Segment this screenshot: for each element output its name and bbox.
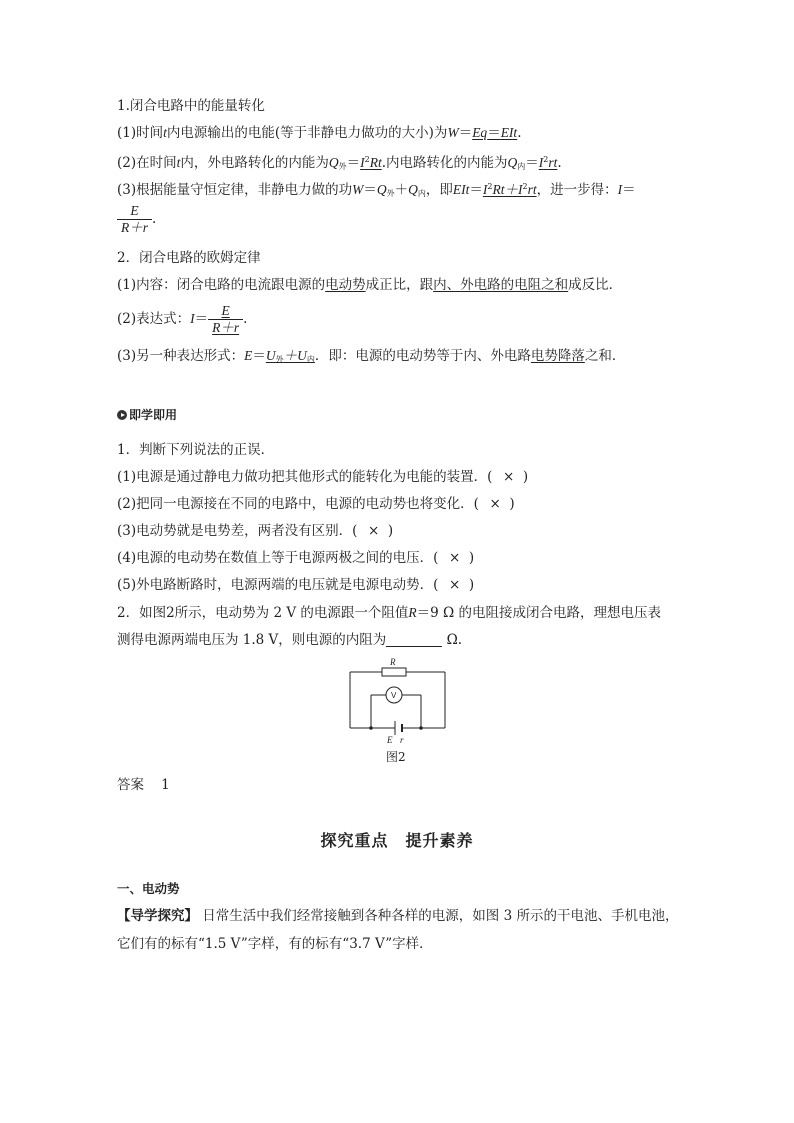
section1-title: 1.闭合电路中的能量转化 [117,98,265,114]
section2-line2: (2)表达式：I＝ $\frac{E}{R+r}$ . [117,303,248,335]
judge-item: (5)外电路断路时，电源两端的电压就是电源电动势．( × ) [117,577,475,593]
section1-line3: (3)根据能量守恒定律，非静电力做的功$W=Q_外+Q_内$，即$EIt=I^2Rt+I^2rt$，进一步得：I＝ [117,182,636,198]
label-R: R [390,657,396,667]
judge-item: (3)电动势就是电势差，两者没有区别．( × ) [117,523,394,539]
section1-line1: (1)时间t内电源输出的电能(等于非静电力做功的大小)为W＝Eq＝EIt. [117,125,522,141]
question2-line2: 测得电源两端电压为 1.8 V，则电源的内阻为 Ω. [117,632,463,648]
figure-caption: 图2 [386,750,406,764]
label-r: r [400,735,404,745]
jixue-heading: 即学即用 [117,406,177,424]
judge-question: 1．判断下列说法的正误． [117,442,275,458]
judge-item: (2)把同一电源接在不同的电路中，电源的电动势也将变化．( × ) [117,496,515,512]
circuit-diagram [340,655,455,745]
section2-line3: (3)另一种表达形式：$E=U_外+U_内$．即：电源的电动势等于内、外电路电势降落之和． [117,348,626,364]
label-V: V [391,691,397,700]
answer-label: 答案 [117,777,144,793]
label-E: E [387,735,393,745]
question2-line1: 2．如图2所示，电动势为 2 V 的电源跟一个阻值R＝9 Ω 的电阻接成闭合电路，理想电压表 [117,605,662,621]
section1-fraction: $\frac{E}{R+r}$ . [117,203,156,236]
section2-title: 2．闭合电路的欧姆定律 [117,250,261,266]
section1-line2: (2)在时间t内，外电路转化的内能为$Q_外=I^2Rt$.内电路转化的内能为$Q_内=I^2rt$. [117,155,562,171]
answer-blank[interactable] [386,632,442,647]
judge-item: (4)电源的电动势在数值上等于电源两极之间的电压．( × ) [117,550,475,566]
section2-line1: (1)内容：闭合电路的电流跟电源的电动势成正比，跟内、外电路的电阻之和成反比． [117,277,623,293]
resistor-symbol [382,668,406,676]
explore-paragraph-line2: 它们有的标有“1.5 V”字样，有的标有“3.7 V”字样． [117,936,433,952]
play-circle-icon [117,410,127,420]
section-heading: 探究重点 提升素养 [320,831,474,850]
subsection-title: 一、电动势 [117,881,180,896]
answer-line [117,776,170,794]
answer-value: 1 [161,777,170,793]
judge-item: (1)电源是通过静电力做功把其他形式的能转化为电能的装置．( × ) [117,469,529,485]
explore-tag: 【导学探究】 [117,908,198,924]
explore-paragraph-line1: 【导学探究】 日常生活中我们经常接触到各种各样的电源，如图 3 所示的干电池、手机电池， [117,908,679,924]
